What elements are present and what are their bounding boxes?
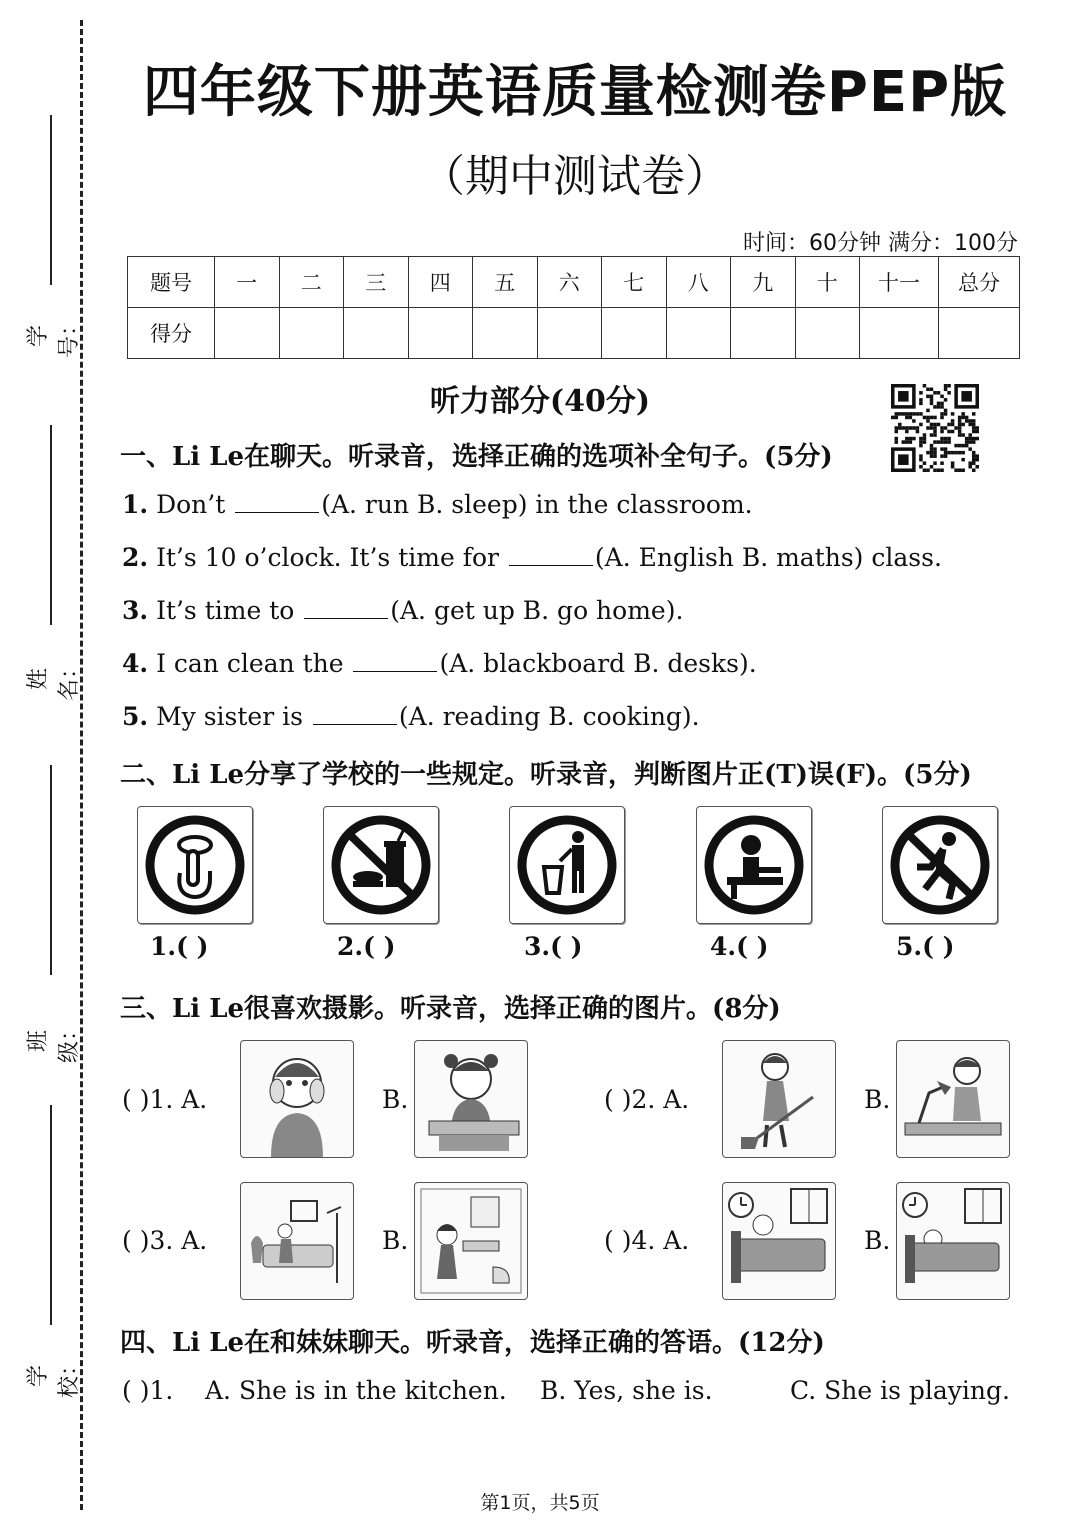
time-info: 时间：60分钟 满分：100分: [743, 231, 1018, 256]
question-text: It’s time to: [156, 596, 295, 625]
score-cell[interactable]: [666, 308, 731, 359]
section4-title: 四、Li Le在和妹妹聊天。听录音，选择正确的答语。(12分): [120, 1328, 825, 1358]
s1-question-2: [122, 543, 942, 572]
boy-cleaning-table-picture[interactable]: [896, 1040, 1010, 1158]
s3-item-3-b-label: B.: [382, 1226, 409, 1255]
score-cell[interactable]: [215, 308, 280, 359]
section2-title: 二、Li Le分享了学校的一些规定。听录音，判断图片正(T)误(F)。(5分): [120, 760, 972, 790]
score-cell[interactable]: [279, 308, 344, 359]
score-cell[interactable]: [473, 308, 538, 359]
sign-answer-5[interactable]: 5.( ): [896, 932, 955, 961]
s1-question-3: [122, 596, 683, 625]
girl-in-living-room-picture[interactable]: [240, 1182, 354, 1300]
score-table-header-row: [128, 257, 1020, 308]
s3-item-1-label[interactable]: ( )1. A.: [122, 1085, 208, 1114]
name-line: [50, 425, 52, 625]
answer-blank[interactable]: [235, 490, 319, 513]
score-header-cell: 二: [279, 257, 344, 308]
page-subtitle: （期中测试卷）: [421, 151, 729, 202]
question-text: It’s 10 o’clock. It’s time for: [156, 543, 499, 572]
s1-question-4: [122, 649, 757, 678]
section3-title: 三、Li Le很喜欢摄影。听录音，选择正确的图片。(8分): [120, 994, 781, 1024]
score-header-cell: 九: [731, 257, 796, 308]
s3-item-1-b-label: B.: [382, 1085, 409, 1114]
score-table: [127, 256, 1020, 359]
score-row-label: 得分: [128, 308, 215, 359]
qr-code-icon: [888, 384, 982, 472]
s3-item-4-b-label: B.: [864, 1226, 891, 1255]
score-cell[interactable]: [939, 308, 1020, 359]
question-text: I can clean the: [156, 649, 344, 678]
no-running-sign-icon: [882, 806, 998, 924]
answer-blank[interactable]: [353, 649, 437, 672]
sign-answer-2[interactable]: 2.( ): [337, 932, 396, 961]
question-options: (A. run B. sleep) in the classroom.: [321, 490, 753, 519]
school-label: 学校：: [26, 1354, 82, 1399]
s4-question-1-number[interactable]: ( )1.: [122, 1376, 174, 1405]
page-footer: 第1页，共5页: [480, 1492, 600, 1514]
s3-item-3-label[interactable]: ( )3. A.: [122, 1226, 208, 1255]
child-waking-up-picture[interactable]: [722, 1182, 836, 1300]
score-header-cell: 十一: [860, 257, 939, 308]
score-header-cell: 一: [215, 257, 280, 308]
question-options: (A. reading B. cooking).: [398, 702, 700, 731]
answer-blank[interactable]: [313, 702, 397, 725]
score-header-cell: 六: [537, 257, 602, 308]
s4-option-b: B. Yes, she is.: [540, 1376, 713, 1405]
score-cell[interactable]: [795, 308, 860, 359]
school-line: [50, 1105, 52, 1325]
class-line: [50, 765, 52, 975]
s3-item-4-label[interactable]: ( )4. A.: [604, 1226, 690, 1255]
s4-option-a: A. She is in the kitchen.: [205, 1376, 507, 1405]
score-header-cell: 五: [473, 257, 538, 308]
student-no-label: 学号：: [26, 314, 82, 359]
question-options: (A. get up B. go home).: [390, 596, 684, 625]
score-cell[interactable]: [537, 308, 602, 359]
score-header-cell: 十: [795, 257, 860, 308]
sign-answer-3[interactable]: 3.( ): [524, 932, 583, 961]
answer-blank[interactable]: [509, 543, 593, 566]
student-no-line: [50, 115, 52, 285]
score-header-cell: 四: [408, 257, 473, 308]
question-text: My sister is: [156, 702, 303, 731]
binding-dashed-line: [80, 20, 83, 1510]
sign-answer-1[interactable]: 1.( ): [150, 932, 209, 961]
s3-item-2-label[interactable]: ( )2. A.: [604, 1085, 690, 1114]
answer-blank[interactable]: [304, 596, 388, 619]
sit-at-desk-sign-icon: [696, 806, 812, 924]
class-label: 班级：: [26, 1019, 82, 1064]
question-options: (A. blackboard B. desks).: [439, 649, 757, 678]
name-label: 姓名：: [26, 657, 82, 702]
girl-sweeping-picture[interactable]: [722, 1040, 836, 1158]
s1-question-5: [122, 702, 700, 731]
s4-option-c: C. She is playing.: [790, 1376, 1010, 1405]
score-cell[interactable]: [408, 308, 473, 359]
s3-item-2-b-label: B.: [864, 1085, 891, 1114]
section1-title: 一、Li Le在聊天。听录音，选择正确的选项补全句子。(5分): [120, 442, 833, 472]
score-cell[interactable]: [731, 308, 796, 359]
score-header-cell: 三: [344, 257, 409, 308]
question-number: 4.: [122, 649, 149, 678]
score-header-cell: 题号: [128, 257, 215, 308]
score-header-cell: 总分: [939, 257, 1020, 308]
listening-section-title: 听力部分(40分): [429, 384, 651, 419]
question-text: Don’t: [156, 490, 226, 519]
quiet-sign-icon: [137, 806, 253, 924]
sign-answer-4[interactable]: 4.( ): [710, 932, 769, 961]
girl-in-bathroom-picture[interactable]: [414, 1182, 528, 1300]
girl-at-desk-picture[interactable]: [414, 1040, 528, 1158]
score-cell[interactable]: [860, 308, 939, 359]
litter-bin-sign-icon: [509, 806, 625, 924]
child-sleeping-picture[interactable]: [896, 1182, 1010, 1300]
no-food-drink-sign-icon: [323, 806, 439, 924]
question-number: 5.: [122, 702, 149, 731]
question-number: 1.: [122, 490, 149, 519]
score-cell[interactable]: [344, 308, 409, 359]
score-table-score-row: [128, 308, 1020, 359]
score-header-cell: 八: [666, 257, 731, 308]
score-header-cell: 七: [602, 257, 667, 308]
score-cell[interactable]: [602, 308, 667, 359]
girl-washing-face-picture[interactable]: [240, 1040, 354, 1158]
question-options: (A. English B. maths) class.: [594, 543, 942, 572]
question-number: 3.: [122, 596, 149, 625]
s1-question-1: [122, 490, 753, 519]
question-number: 2.: [122, 543, 149, 572]
page-title: 四年级下册英语质量检测卷PEP版: [142, 60, 1008, 125]
